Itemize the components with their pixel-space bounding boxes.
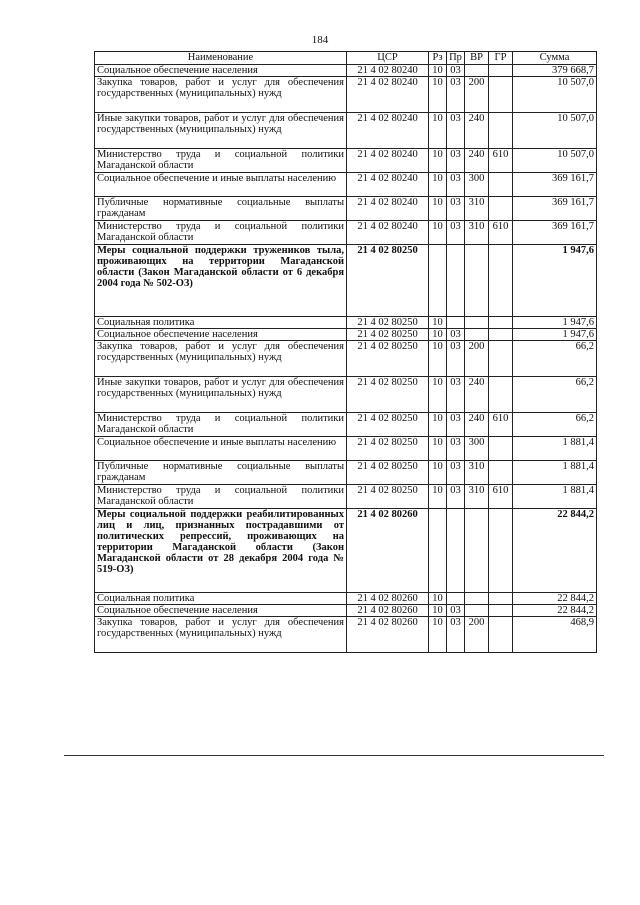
column-header-vr: ВР bbox=[465, 52, 489, 65]
column-header-name: Наименование bbox=[95, 52, 347, 65]
column-header-gr: ГР bbox=[489, 52, 513, 65]
cell-sum: 369 161,7 bbox=[513, 173, 597, 197]
cell-sum: 10 507,0 bbox=[513, 149, 597, 173]
cell-csr: 21 4 02 80260 bbox=[347, 617, 429, 653]
cell-sum: 22 844,2 bbox=[513, 509, 597, 593]
cell-csr: 21 4 02 80240 bbox=[347, 113, 429, 149]
cell-vr bbox=[465, 245, 489, 317]
cell-rz: 10 bbox=[429, 605, 447, 617]
cell-rz: 10 bbox=[429, 485, 447, 509]
cell-name: Социальное обеспечение населения bbox=[95, 65, 347, 77]
cell-vr bbox=[465, 65, 489, 77]
cell-name: Министерство труда и социальной политики Магаданской области bbox=[95, 485, 347, 509]
cell-vr: 310 bbox=[465, 461, 489, 485]
table-body bbox=[95, 65, 597, 653]
cell-sum: 1 947,6 bbox=[513, 329, 597, 341]
table-row bbox=[95, 461, 597, 485]
table-row bbox=[95, 329, 597, 341]
cell-pr: 03 bbox=[447, 605, 465, 617]
cell-csr: 21 4 02 80250 bbox=[347, 245, 429, 317]
table-row bbox=[95, 485, 597, 509]
table-row bbox=[95, 221, 597, 245]
cell-pr: 03 bbox=[447, 617, 465, 653]
cell-vr: 310 bbox=[465, 221, 489, 245]
cell-rz: 10 bbox=[429, 593, 447, 605]
cell-name: Социальное обеспечение населения bbox=[95, 329, 347, 341]
cell-gr bbox=[489, 329, 513, 341]
cell-rz: 10 bbox=[429, 377, 447, 413]
cell-gr bbox=[489, 593, 513, 605]
cell-pr: 03 bbox=[447, 173, 465, 197]
cell-name: Социальное обеспечение населения bbox=[95, 605, 347, 617]
cell-name: Меры социальной поддержки реабилитированных лиц и лиц, признанных пострадавшими от политических репрессий, проживающих на территории Магаданской области (Закон Магаданской области от 28 декабря 2004 года № 519-ОЗ) bbox=[95, 509, 347, 593]
cell-name: Публичные нормативные социальные выплаты гражданам bbox=[95, 197, 347, 221]
cell-pr: 03 bbox=[447, 149, 465, 173]
page-number: 184 bbox=[311, 34, 329, 46]
cell-gr bbox=[489, 77, 513, 113]
cell-vr bbox=[465, 593, 489, 605]
cell-pr: 03 bbox=[447, 461, 465, 485]
cell-name: Меры социальной поддержки тружеников тыла, проживающих на территории Магаданской области (Закон Магаданской области от 6 декабря 2004 года № 502-ОЗ) bbox=[95, 245, 347, 317]
cell-vr: 240 bbox=[465, 113, 489, 149]
table-row bbox=[95, 593, 597, 605]
table-row bbox=[95, 149, 597, 173]
cell-pr: 03 bbox=[447, 197, 465, 221]
cell-csr: 21 4 02 80250 bbox=[347, 437, 429, 461]
cell-sum: 1 947,6 bbox=[513, 245, 597, 317]
cell-vr: 300 bbox=[465, 437, 489, 461]
cell-pr bbox=[447, 593, 465, 605]
table-row bbox=[95, 341, 597, 377]
cell-sum: 369 161,7 bbox=[513, 221, 597, 245]
cell-rz: 10 bbox=[429, 617, 447, 653]
cell-vr: 200 bbox=[465, 341, 489, 377]
cell-vr: 240 bbox=[465, 149, 489, 173]
cell-csr: 21 4 02 80240 bbox=[347, 173, 429, 197]
cell-gr bbox=[489, 197, 513, 221]
table-row bbox=[95, 173, 597, 197]
cell-rz: 10 bbox=[429, 437, 447, 461]
cell-sum: 10 507,0 bbox=[513, 77, 597, 113]
cell-csr: 21 4 02 80260 bbox=[347, 509, 429, 593]
cell-csr: 21 4 02 80250 bbox=[347, 329, 429, 341]
cell-sum: 1 881,4 bbox=[513, 461, 597, 485]
cell-rz: 10 bbox=[429, 329, 447, 341]
cell-name: Закупка товаров, работ и услуг для обеспечения государственных (муниципальных) нужд bbox=[95, 341, 347, 377]
table-row bbox=[95, 317, 597, 329]
cell-name: Социальная политика bbox=[95, 593, 347, 605]
cell-pr: 03 bbox=[447, 65, 465, 77]
cell-name: Министерство труда и социальной политики Магаданской области bbox=[95, 221, 347, 245]
cell-csr: 21 4 02 80260 bbox=[347, 605, 429, 617]
cell-pr bbox=[447, 317, 465, 329]
cell-pr: 03 bbox=[447, 485, 465, 509]
cell-rz: 10 bbox=[429, 221, 447, 245]
cell-vr: 200 bbox=[465, 617, 489, 653]
cell-vr: 240 bbox=[465, 413, 489, 437]
cell-sum: 379 668,7 bbox=[513, 65, 597, 77]
cell-pr: 03 bbox=[447, 113, 465, 149]
cell-name: Социальная политика bbox=[95, 317, 347, 329]
cell-csr: 21 4 02 80250 bbox=[347, 485, 429, 509]
cell-gr bbox=[489, 461, 513, 485]
table-row bbox=[95, 65, 597, 77]
cell-sum: 1 881,4 bbox=[513, 485, 597, 509]
table-row bbox=[95, 617, 597, 653]
cell-name: Иные закупки товаров, работ и услуг для обеспечения государственных (муниципальных) нужд bbox=[95, 113, 347, 149]
cell-vr bbox=[465, 317, 489, 329]
cell-vr bbox=[465, 329, 489, 341]
cell-pr: 03 bbox=[447, 221, 465, 245]
cell-sum: 66,2 bbox=[513, 377, 597, 413]
table-row bbox=[95, 77, 597, 113]
cell-gr: 610 bbox=[489, 485, 513, 509]
table-row bbox=[95, 197, 597, 221]
column-header-rz: Рз bbox=[429, 52, 447, 65]
cell-vr bbox=[465, 605, 489, 617]
cell-csr: 21 4 02 80240 bbox=[347, 221, 429, 245]
table-row bbox=[95, 437, 597, 461]
cell-gr bbox=[489, 605, 513, 617]
cell-rz bbox=[429, 245, 447, 317]
cell-sum: 468,9 bbox=[513, 617, 597, 653]
cell-vr: 240 bbox=[465, 377, 489, 413]
cell-vr: 200 bbox=[465, 77, 489, 113]
page-divider-line bbox=[64, 755, 604, 756]
cell-sum: 66,2 bbox=[513, 413, 597, 437]
cell-pr: 03 bbox=[447, 413, 465, 437]
table-header-row bbox=[95, 52, 597, 65]
cell-vr bbox=[465, 509, 489, 593]
cell-csr: 21 4 02 80240 bbox=[347, 65, 429, 77]
cell-vr: 310 bbox=[465, 197, 489, 221]
cell-pr: 03 bbox=[447, 329, 465, 341]
table-row bbox=[95, 509, 597, 593]
cell-sum: 22 844,2 bbox=[513, 605, 597, 617]
table-row bbox=[95, 605, 597, 617]
cell-name: Министерство труда и социальной политики Магаданской области bbox=[95, 149, 347, 173]
cell-rz: 10 bbox=[429, 113, 447, 149]
cell-rz: 10 bbox=[429, 149, 447, 173]
cell-sum: 10 507,0 bbox=[513, 113, 597, 149]
column-header-sum: Сумма bbox=[513, 52, 597, 65]
cell-rz: 10 bbox=[429, 317, 447, 329]
cell-gr bbox=[489, 65, 513, 77]
cell-sum: 1 947,6 bbox=[513, 317, 597, 329]
cell-pr bbox=[447, 245, 465, 317]
budget-table bbox=[94, 51, 597, 653]
cell-rz: 10 bbox=[429, 197, 447, 221]
cell-pr bbox=[447, 509, 465, 593]
cell-gr bbox=[489, 173, 513, 197]
cell-pr: 03 bbox=[447, 77, 465, 113]
cell-pr: 03 bbox=[447, 377, 465, 413]
cell-gr bbox=[489, 113, 513, 149]
cell-csr: 21 4 02 80240 bbox=[347, 197, 429, 221]
cell-csr: 21 4 02 80240 bbox=[347, 149, 429, 173]
cell-gr: 610 bbox=[489, 149, 513, 173]
cell-csr: 21 4 02 80250 bbox=[347, 341, 429, 377]
table-row bbox=[95, 413, 597, 437]
cell-name: Социальное обеспечение и иные выплаты населению bbox=[95, 173, 347, 197]
cell-gr bbox=[489, 509, 513, 593]
cell-name: Закупка товаров, работ и услуг для обеспечения государственных (муниципальных) нужд bbox=[95, 617, 347, 653]
table-row bbox=[95, 113, 597, 149]
cell-rz: 10 bbox=[429, 413, 447, 437]
cell-gr bbox=[489, 437, 513, 461]
cell-gr: 610 bbox=[489, 413, 513, 437]
cell-name: Иные закупки товаров, работ и услуг для обеспечения государственных (муниципальных) нужд bbox=[95, 377, 347, 413]
cell-name: Публичные нормативные социальные выплаты гражданам bbox=[95, 461, 347, 485]
column-header-pr: Пр bbox=[447, 52, 465, 65]
cell-rz bbox=[429, 509, 447, 593]
cell-csr: 21 4 02 80250 bbox=[347, 377, 429, 413]
cell-gr bbox=[489, 377, 513, 413]
cell-rz: 10 bbox=[429, 65, 447, 77]
cell-gr bbox=[489, 341, 513, 377]
cell-rz: 10 bbox=[429, 341, 447, 377]
cell-sum: 22 844,2 bbox=[513, 593, 597, 605]
cell-gr bbox=[489, 317, 513, 329]
cell-csr: 21 4 02 80240 bbox=[347, 77, 429, 113]
cell-vr: 310 bbox=[465, 485, 489, 509]
cell-csr: 21 4 02 80250 bbox=[347, 413, 429, 437]
cell-name: Министерство труда и социальной политики Магаданской области bbox=[95, 413, 347, 437]
cell-sum: 1 881,4 bbox=[513, 437, 597, 461]
cell-rz: 10 bbox=[429, 173, 447, 197]
cell-pr: 03 bbox=[447, 341, 465, 377]
cell-gr bbox=[489, 245, 513, 317]
table-row bbox=[95, 377, 597, 413]
cell-csr: 21 4 02 80260 bbox=[347, 593, 429, 605]
cell-vr: 300 bbox=[465, 173, 489, 197]
cell-rz: 10 bbox=[429, 77, 447, 113]
cell-csr: 21 4 02 80250 bbox=[347, 461, 429, 485]
cell-gr: 610 bbox=[489, 221, 513, 245]
cell-gr bbox=[489, 617, 513, 653]
cell-csr: 21 4 02 80250 bbox=[347, 317, 429, 329]
column-header-csr: ЦСР bbox=[347, 52, 429, 65]
cell-sum: 369 161,7 bbox=[513, 197, 597, 221]
cell-name: Закупка товаров, работ и услуг для обеспечения государственных (муниципальных) нужд bbox=[95, 77, 347, 113]
cell-rz: 10 bbox=[429, 461, 447, 485]
cell-pr: 03 bbox=[447, 437, 465, 461]
table-row bbox=[95, 245, 597, 317]
cell-sum: 66,2 bbox=[513, 341, 597, 377]
cell-name: Социальное обеспечение и иные выплаты населению bbox=[95, 437, 347, 461]
